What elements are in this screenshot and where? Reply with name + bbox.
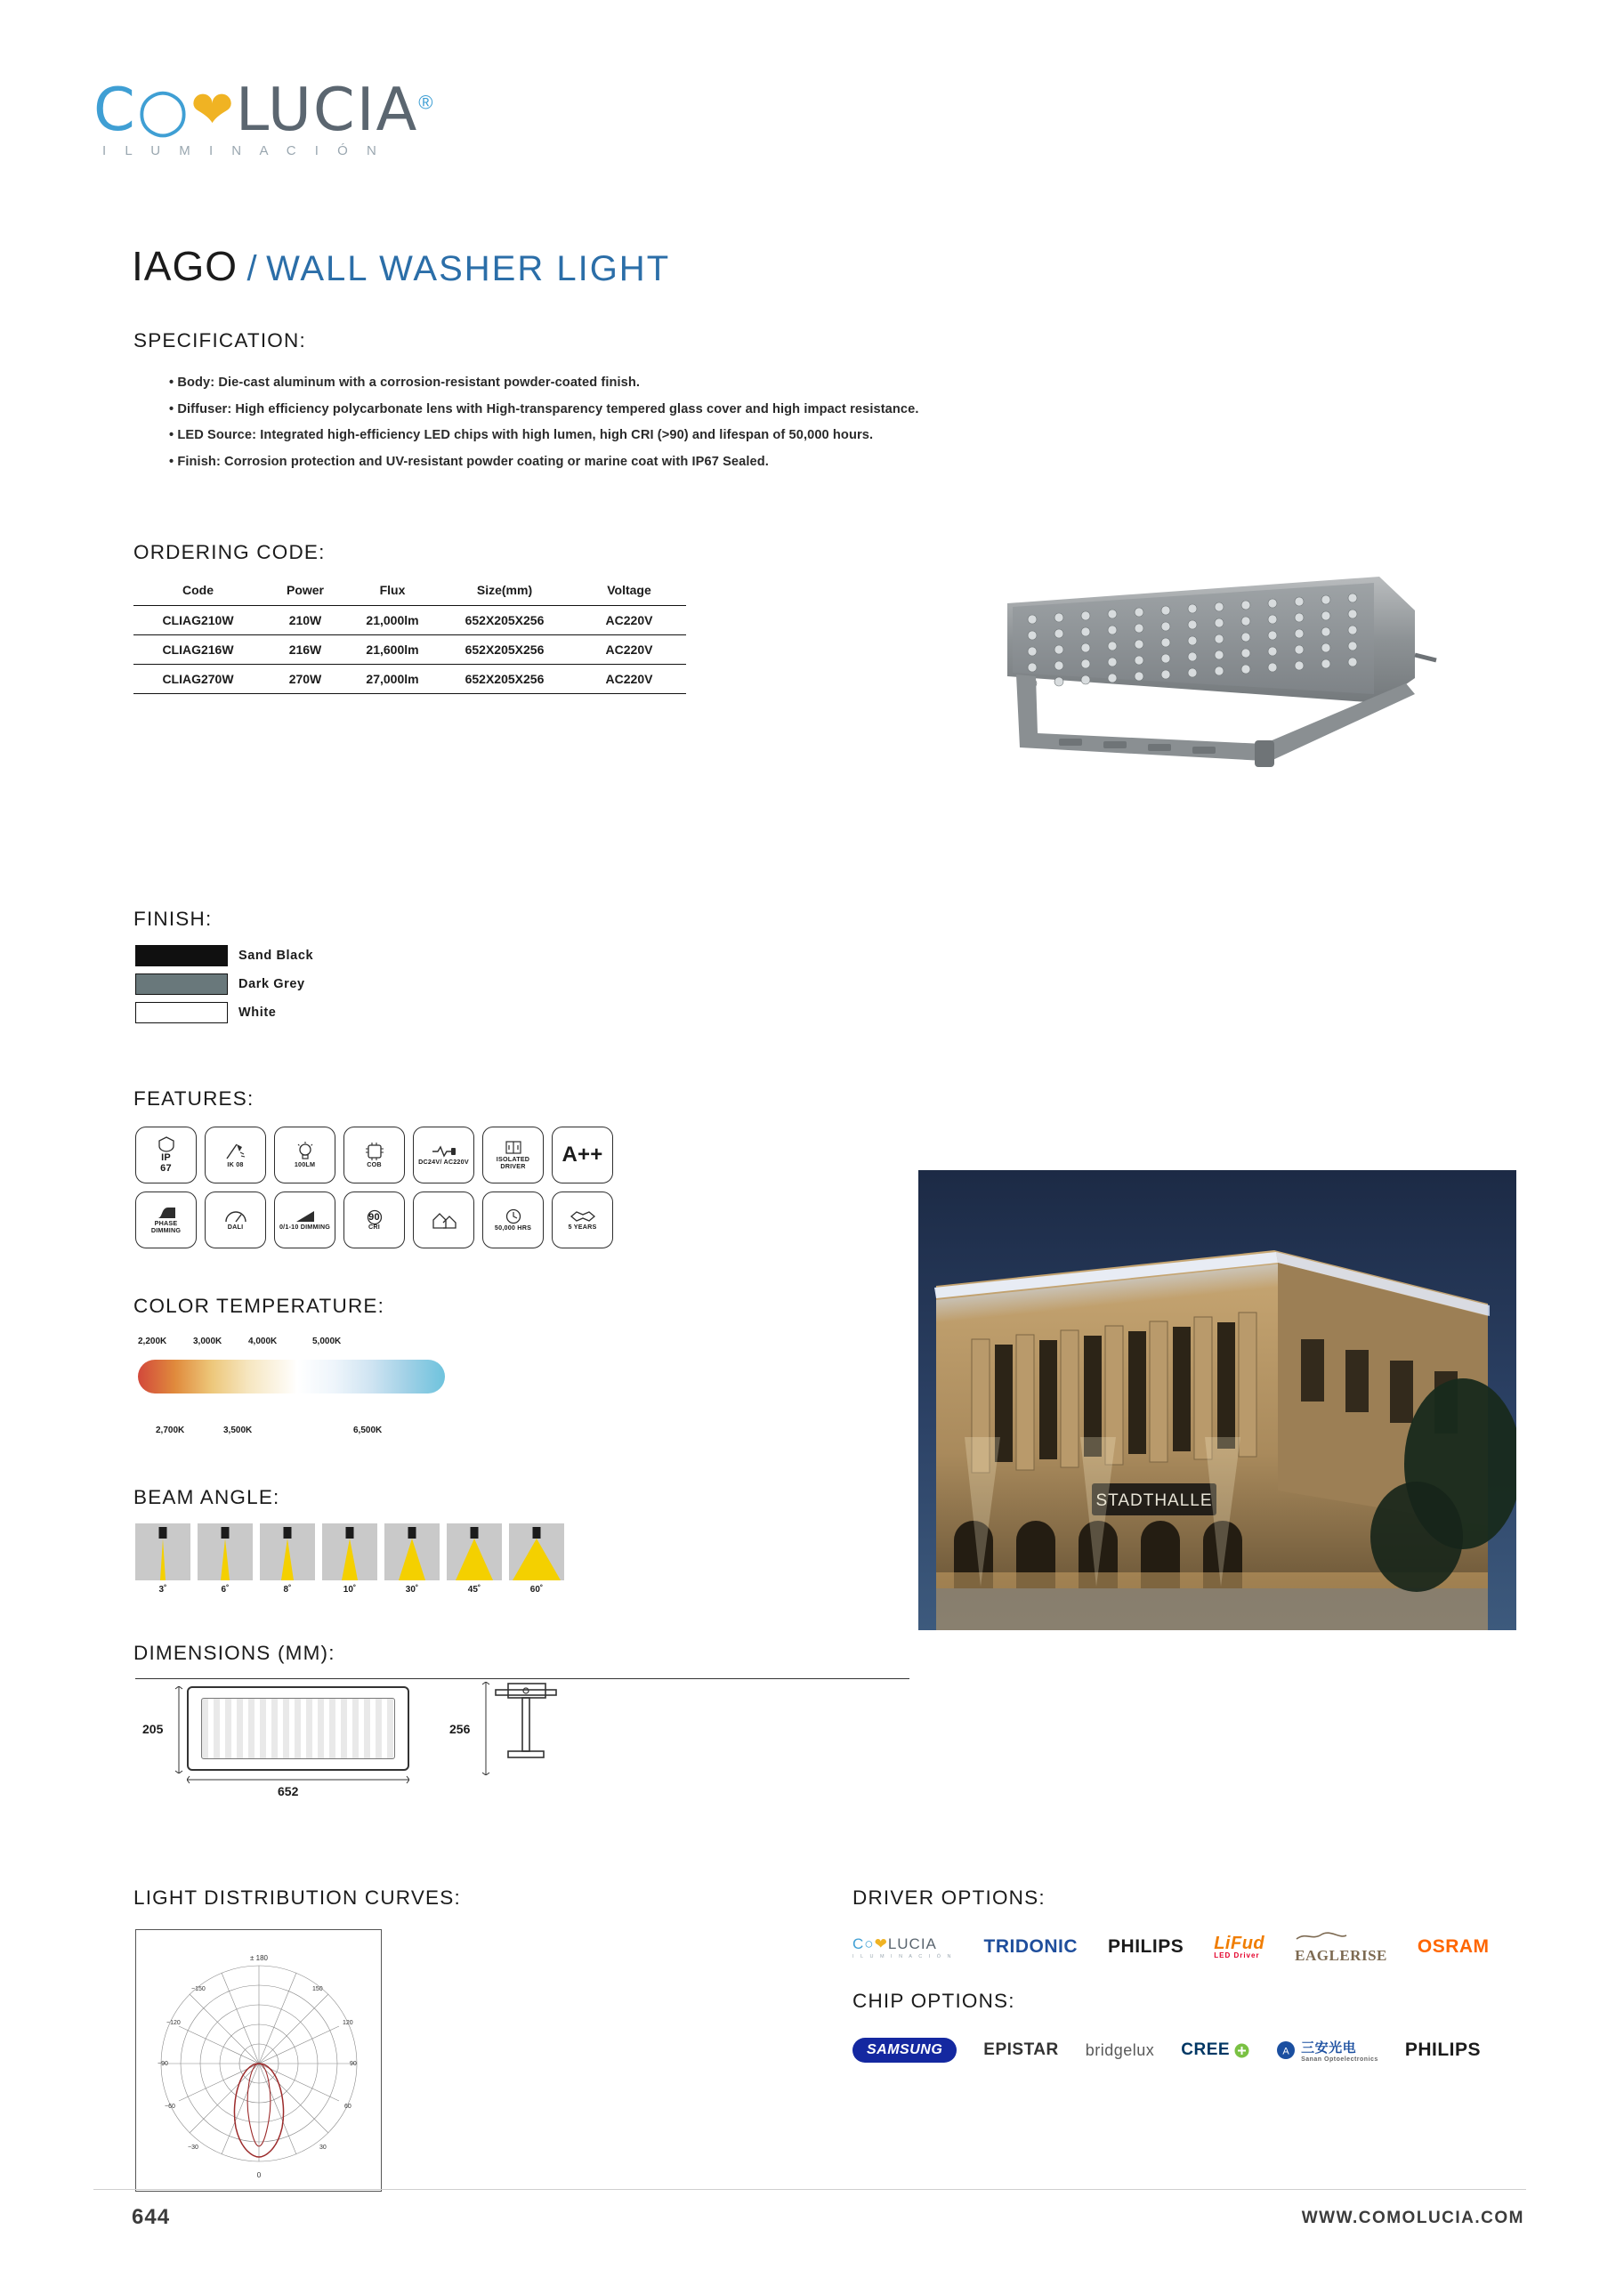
svg-text:−120: −120 [166, 2020, 181, 2026]
ct-label: 3,000K [193, 1337, 222, 1346]
feature-label: A++ [562, 1143, 603, 1167]
cell-size: 652X205X256 [465, 672, 545, 686]
beam-cone [399, 1539, 425, 1580]
lamp-icon [284, 1527, 292, 1539]
cri90-icon [343, 1192, 405, 1248]
ct-label: 2,200K [138, 1337, 167, 1346]
dimension-height-side: 256 [449, 1722, 471, 1736]
feature-label: 5 YEARS [568, 1222, 597, 1231]
features-grid [135, 1127, 613, 1256]
dimension-width-front: 652 [278, 1784, 299, 1798]
product-type: WALL WASHER LIGHT [266, 249, 671, 288]
application-photo [918, 1170, 1516, 1630]
title-separator: / [246, 249, 257, 288]
beam-angle-label: 30˚ [405, 1585, 419, 1595]
cell-flux: 21,000lm [366, 613, 419, 627]
dimension-front-view [187, 1686, 409, 1771]
cell-code: CLIAG270W [162, 672, 234, 686]
cell-size: 652X205X256 [465, 613, 545, 627]
brand-tridonic: TRIDONIC [983, 1936, 1079, 1957]
cell-flux: 27,000lm [366, 672, 419, 686]
cell-code: CLIAG216W [162, 642, 234, 657]
svg-text:A: A [1282, 2046, 1289, 2057]
brand-sanan-text [1301, 2038, 1378, 2063]
cree-mark-icon [1234, 2043, 1249, 2058]
ct-label: 4,000K [248, 1337, 278, 1346]
swatch-white [135, 1002, 228, 1023]
beam-diagram [135, 1523, 190, 1580]
isolated-driver-icon [482, 1127, 544, 1183]
brand-eaglerise-name: EAGLERISE [1295, 1947, 1387, 1964]
finish-label: Sand Black [238, 949, 314, 963]
beam-angle-label: 3˚ [158, 1585, 167, 1595]
svg-text:± 180: ± 180 [250, 1954, 268, 1962]
brand-tagline: I L U M I N A C I Ó N [102, 143, 384, 158]
feature-label: ISOLATED DRIVER [496, 1154, 530, 1170]
brand-bridgelux: bridgelux [1085, 2040, 1155, 2059]
column-header-size: Size(mm) [476, 583, 533, 597]
brand-cree [1181, 2040, 1249, 2060]
cell-flux: 21,600lm [366, 642, 419, 657]
color-temperature-gradient-bar [138, 1360, 445, 1393]
feature-label: COB [367, 1159, 382, 1168]
dim-arrow-side [481, 1682, 490, 1775]
sanan-mark-icon [1276, 2040, 1296, 2060]
product-model: IAGO [132, 243, 238, 289]
feature-label: 0/1-10 DIMMING [279, 1222, 331, 1231]
eagle-icon [1295, 1930, 1348, 1943]
cell-voltage: AC220V [605, 642, 653, 657]
beam-angle-label: 45˚ [467, 1585, 481, 1595]
feature-label: DALI [227, 1222, 244, 1231]
ip67-icon [135, 1127, 197, 1183]
dim-arrow-horizontal [187, 1775, 409, 1784]
phase-dimming-icon [135, 1192, 197, 1248]
heart-icon: ❤ [190, 81, 236, 139]
brand-philips-chip: PHILIPS [1404, 2040, 1481, 2060]
brand-lifud-name: LiFud [1214, 1934, 1265, 1953]
svg-text:30: 30 [319, 2145, 327, 2151]
beam-diagram [260, 1523, 315, 1580]
warranty-handshake-icon [552, 1192, 613, 1248]
0-10v-dimming-icon [274, 1192, 335, 1248]
dim-arrow-vertical [174, 1686, 183, 1773]
column-header-power: Power [286, 583, 324, 597]
brand-sanan [1276, 2038, 1378, 2063]
features-row-2 [135, 1192, 613, 1248]
cell-power: 270W [288, 672, 322, 686]
beam-cone [160, 1539, 166, 1580]
ldc-chart [135, 1929, 382, 2192]
ordering-code-table [133, 577, 686, 694]
cell-power: 210W [288, 613, 322, 627]
beam-angle-heading: BEAM ANGLE: [133, 1486, 280, 1508]
footer-website: WWW.COMOLUCIA.COM [1301, 2209, 1524, 2227]
brand-osram: OSRAM [1417, 1936, 1490, 1957]
cell-code: CLIAG210W [162, 613, 234, 627]
table-header-row [133, 577, 686, 606]
cell-power: 216W [288, 642, 322, 657]
finish-label: Dark Grey [238, 977, 305, 991]
swatch-sand-black [135, 945, 228, 966]
chip-brand-list [852, 2038, 1481, 2063]
beam-angle-label: 10˚ [343, 1585, 357, 1595]
feature-label: 100LM [294, 1159, 316, 1168]
cob-chip-icon [343, 1127, 405, 1183]
table-row [133, 606, 686, 635]
lamp-icon [346, 1527, 354, 1539]
beam-angle-item [447, 1523, 502, 1595]
beam-angle-item [509, 1523, 564, 1595]
brand-logo [93, 75, 435, 158]
column-header-flux: Flux [379, 583, 406, 597]
cell-voltage: AC220V [605, 672, 653, 686]
lumen-icon [274, 1127, 335, 1183]
beam-angle-item [198, 1523, 253, 1595]
spec-item: • LED Source: Integrated high-efficiency LED chips with high lumen, high CRI (>90) and lifespan of 50,000 hours. [169, 428, 1184, 442]
footer-divider [93, 2189, 1526, 2190]
beam-angle-label: 8˚ [283, 1585, 292, 1595]
feature-label: 67 [160, 1163, 172, 1174]
brand-comolucia: C○❤LUCIA I L U M I N A C I Ó N [852, 1935, 954, 1959]
energy-class-icon [552, 1127, 613, 1183]
swatch-dark-grey [135, 973, 228, 995]
beam-angle-label: 6˚ [221, 1585, 230, 1595]
features-heading: FEATURES: [133, 1087, 255, 1110]
registered-mark: ® [418, 91, 435, 114]
svg-text:−30: −30 [188, 2145, 198, 2151]
brand-cree-name: CREE [1181, 2040, 1231, 2059]
svg-text:0: 0 [256, 2171, 262, 2179]
beam-cone [221, 1539, 230, 1580]
finish-heading: FINISH: [133, 908, 213, 930]
lamp-icon [159, 1527, 167, 1539]
svg-text:120: 120 [343, 2020, 353, 2026]
ldc-heading: LIGHT DISTRIBUTION CURVES: [133, 1886, 461, 1909]
specification-list [133, 376, 1184, 481]
impact-ik08-icon [205, 1127, 266, 1183]
feature-label: PHASE DIMMING [150, 1218, 182, 1234]
brand-samsung: SAMSUNG [852, 2038, 957, 2063]
beam-angle-item [384, 1523, 440, 1595]
feature-value: 90 [368, 1212, 380, 1224]
finish-item [135, 945, 313, 966]
lifespan-icon [482, 1192, 544, 1248]
spec-item: • Diffuser: High efficiency polycarbonate lens with High-transparency tempered glass cover and high impact resistance. [169, 402, 1184, 416]
feature-label: CRI [368, 1222, 380, 1231]
brand-philips-driver: PHILIPS [1108, 1936, 1184, 1957]
dimensions-heading: DIMENSIONS (MM): [133, 1642, 335, 1664]
svg-text:STADTHALLE: STADTHALLE [1095, 1491, 1213, 1510]
brand-lifud [1214, 1935, 1264, 1959]
divider [135, 1678, 909, 1679]
beam-cone [281, 1539, 294, 1580]
finish-label: White [238, 1006, 277, 1020]
ct-label: 3,500K [223, 1426, 253, 1435]
brand-lifud-sub: LED Driver [1214, 1951, 1260, 1959]
cell-size: 652X205X256 [465, 642, 545, 657]
feature-label: 50,000 HRS [494, 1223, 532, 1232]
brand-eaglerise [1295, 1929, 1387, 1965]
svg-text:90: 90 [350, 2061, 357, 2067]
dali-icon [205, 1192, 266, 1248]
beam-angle-item [135, 1523, 190, 1595]
beam-diagram [509, 1523, 564, 1580]
svg-text:−60: −60 [165, 2104, 175, 2110]
brand-logo-text: C○❤LUCIA® [93, 75, 435, 144]
beam-diagram [447, 1523, 502, 1580]
column-header-voltage: Voltage [607, 583, 651, 597]
led-array-pattern [201, 1698, 395, 1759]
lamp-icon [222, 1527, 230, 1539]
brand-comolucia-sub: I L U M I N A C I Ó N [852, 1953, 954, 1959]
table-row [133, 665, 686, 694]
cell-voltage: AC220V [605, 613, 653, 627]
ordering-code-heading: ORDERING CODE: [133, 541, 326, 563]
feature-label: IP [161, 1151, 171, 1163]
spec-item: • Finish: Corrosion protection and UV-resistant powder coating or marine coat with IP67 Sealed. [169, 455, 1184, 469]
brand-sanan-name: 三安光电 [1301, 2040, 1357, 2056]
lamp-icon [533, 1527, 541, 1539]
table-row [133, 635, 686, 665]
dimension-height-front: 205 [142, 1722, 164, 1736]
specification-heading: SPECIFICATION: [133, 329, 306, 351]
svg-text:60: 60 [344, 2104, 351, 2110]
lamp-icon [408, 1527, 416, 1539]
voltage-icon [413, 1127, 474, 1183]
beam-diagram [322, 1523, 377, 1580]
indoor-outdoor-icon [413, 1192, 474, 1248]
color-temperature-heading: COLOR TEMPERATURE: [133, 1295, 385, 1317]
beam-angle-item [322, 1523, 377, 1595]
column-header-code: Code [182, 583, 214, 597]
spec-item: • Body: Die-cast aluminum with a corrosion-resistant powder-coated finish. [169, 376, 1184, 390]
finish-list [135, 945, 313, 1030]
driver-brand-list [852, 1929, 1490, 1965]
finish-item [135, 973, 313, 995]
beam-diagram [198, 1523, 253, 1580]
finish-item [135, 1002, 313, 1023]
feature-label: IK 08 [227, 1159, 244, 1168]
feature-label: DC24V/ AC220V [418, 1157, 469, 1166]
driver-options-heading: DRIVER OPTIONS: [852, 1886, 1046, 1909]
features-row-1 [135, 1127, 613, 1183]
ct-label: 5,000K [312, 1337, 342, 1346]
product-photo [997, 570, 1459, 872]
page-number: 644 [132, 2205, 171, 2229]
beam-diagram [384, 1523, 440, 1580]
page-title [132, 242, 670, 290]
brand-sanan-sub: Sanan Optoelectronics [1301, 2056, 1378, 2063]
beam-angle-row [135, 1523, 564, 1595]
beam-angle-label: 60˚ [529, 1585, 544, 1595]
ct-label: 6,500K [353, 1426, 383, 1435]
beam-angle-item [260, 1523, 315, 1595]
beam-cone [342, 1539, 358, 1580]
lamp-icon [471, 1527, 479, 1539]
dimension-side-view [492, 1682, 560, 1775]
svg-text:−90: −90 [158, 2061, 168, 2067]
chip-options-heading: CHIP OPTIONS: [852, 1990, 1015, 2012]
svg-text:−150: −150 [191, 1986, 206, 1992]
beam-cone [456, 1539, 493, 1580]
ct-label: 2,700K [156, 1426, 185, 1435]
beam-cone [513, 1539, 561, 1580]
brand-epistar: EPISTAR [983, 2040, 1059, 2059]
svg-text:150: 150 [312, 1986, 323, 1992]
